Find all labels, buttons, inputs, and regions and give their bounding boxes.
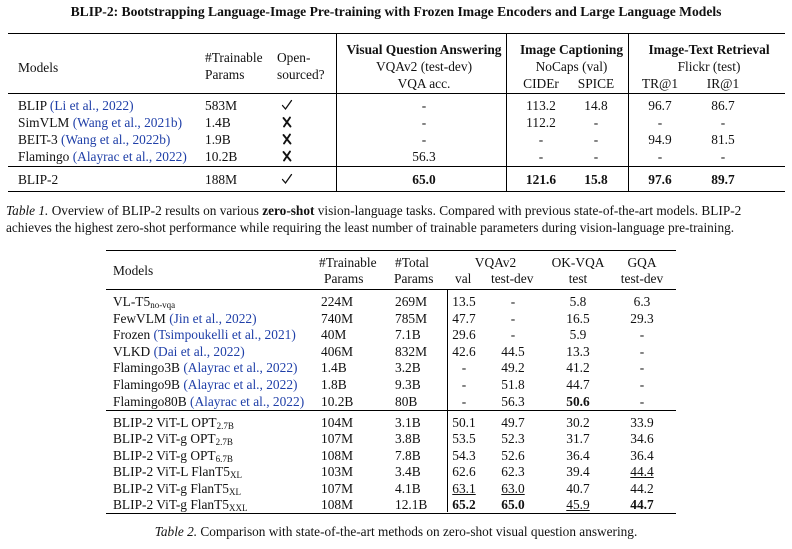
table2-row-model (113, 497, 248, 512)
table2-cell-trainable: 108M (321, 497, 353, 512)
t2-header-models: Models (113, 263, 154, 278)
table1-cell-tr: - (657, 115, 663, 130)
table2-cell-okvqa: 5.8 (569, 294, 587, 309)
table1-cell-params: 188M (205, 172, 237, 187)
table2-cell-testdev: 44.5 (501, 343, 525, 359)
table1-cell-ir: - (720, 115, 726, 130)
model-name: FewVLM (113, 310, 166, 326)
table1-cell-params: 10.2B (205, 149, 238, 164)
table2-cell-trainable: 104M (321, 415, 353, 430)
table1-cell-params: 1.4B (205, 115, 231, 130)
table2-row-model (113, 344, 245, 359)
model-name: BLIP-2 ViT-g FlanT5 (113, 480, 229, 496)
table2-cell-trainable: 107M (321, 480, 353, 496)
table2-cell-val: - (461, 360, 467, 376)
t1-header-open-1: Open- (277, 50, 311, 65)
table2-cell-gqa: 29.3 (630, 310, 654, 326)
table2-top-rule (106, 250, 676, 251)
t1-header-cap-sub: NoCaps (val) (535, 59, 608, 74)
table2-cell-gqa: 33.9 (630, 415, 654, 430)
table2-cell-gqa: 44.7 (630, 497, 654, 512)
table1-cell-tr: 94.9 (648, 132, 672, 147)
table2-cell-val: 42.6 (452, 343, 476, 359)
table2-cell-gqa: - (639, 360, 645, 376)
table2-cell-testdev: 62.3 (501, 464, 525, 480)
table1-row-model (18, 98, 134, 113)
t1-header-vqa-metric: VQA acc. (397, 76, 451, 91)
table2-row-model (113, 448, 233, 463)
table2-cell-total: 832M (395, 343, 427, 359)
model-name: BLIP-2 ViT-g OPT (113, 431, 216, 447)
table2-cell-trainable: 103M (321, 464, 353, 480)
table2-cell-trainable: 740M (321, 310, 353, 326)
t1-header-trainable-1: #Trainable (205, 50, 263, 65)
table2-cell-val: 62.6 (452, 464, 476, 480)
table2-cell-okvqa: 13.3 (566, 343, 590, 359)
table2-row-model (113, 464, 242, 479)
table2-cell-okvqa: 30.2 (566, 415, 590, 430)
table2-cell-total: 9.3B (395, 377, 421, 392)
model-subscript: XL (229, 486, 241, 497)
table1-cell-params: 583M (205, 98, 237, 113)
table1-cell-vqa: 65.0 (412, 172, 436, 187)
t2-header-gqa: GQA (627, 255, 657, 270)
table2-cell-gqa: - (639, 377, 645, 392)
t2-caption-label: Table 2. (154, 524, 198, 539)
table2-cell-trainable: 1.8B (321, 377, 347, 392)
table2-row-model (113, 311, 257, 326)
table2-header-rule (106, 289, 676, 290)
t1-caption-line2: achieves the highest zero-shot performance while requiring the least number of trainable parameters during vision-language pre-training. (6, 220, 735, 235)
table1-cell-cider: - (538, 149, 544, 164)
table2-row-model (113, 327, 296, 342)
t2-header-trainable-1: #Trainable (319, 255, 377, 270)
table2-cell-val: 29.6 (452, 327, 476, 343)
t2-header-trainable-2: Params (324, 271, 364, 286)
t1-header-vqa-sub: VQAv2 (test-dev) (375, 59, 473, 74)
table2-cell-total: 785M (395, 310, 427, 326)
t1-vline-c (628, 34, 629, 191)
model-name: Frozen (113, 327, 151, 343)
table2-cell-total: 12.1B (395, 497, 428, 512)
t1-caption-b: vision-language tasks. Compared with previous state-of-the-art models. BLIP-2 (314, 203, 742, 218)
t1-caption-bold: zero-shot (262, 203, 315, 218)
table2-cell-val: - (461, 393, 467, 409)
t1-header-ir: IR@1 (706, 76, 740, 91)
table2-cell-val: 54.3 (452, 447, 476, 463)
table1-header-rule (8, 93, 785, 94)
table1-cell-cider: 121.6 (525, 172, 557, 187)
model-citation: (Alayrac et al., 2022) (183, 360, 298, 376)
table2-cell-okvqa: 36.4 (566, 447, 590, 463)
table2-cell-testdev: - (510, 327, 516, 343)
table2-cell-testdev: 49.7 (501, 415, 525, 430)
t1-header-ret-sub: Flickr (test) (677, 59, 741, 74)
table2-cell-testdev: 52.3 (501, 431, 525, 447)
check-icon (281, 173, 293, 185)
table2-cell-val: 47.7 (452, 310, 476, 326)
table2-cell-okvqa: 39.4 (566, 464, 590, 480)
table2-cell-trainable: 406M (321, 343, 353, 359)
table1-row-model: BLIP-2 (18, 172, 59, 187)
table1-title: BLIP-2: Bootstrapping Language-Image Pre-training with Frozen Image Encoders and Large Language Models (70, 4, 722, 19)
table2-mid-rule (106, 410, 676, 411)
table2-row-model (113, 394, 304, 409)
model-name: BLIP-2 ViT-g OPT (113, 447, 216, 463)
model-citation: (Alayrac et al., 2022) (183, 377, 298, 392)
t1-header-vqa-group: Visual Question Answering (346, 42, 502, 57)
table2-cell-trainable: 40M (321, 327, 347, 343)
table1-row-model (18, 132, 170, 147)
t2-header-okvqa: OK-VQA (551, 255, 605, 270)
model-subscript: no-vqa (150, 300, 176, 310)
model-citation: (Alayrac et al., 2022) (190, 393, 305, 409)
table2-cell-gqa: 44.4 (630, 464, 654, 480)
model-citation: (Alayrac et al., 2022) (72, 149, 187, 164)
model-name: SimVLM (18, 115, 73, 130)
t1-header-spice: SPICE (577, 76, 615, 91)
table2-cell-total: 3.2B (395, 360, 421, 376)
t2-caption-text: Comparison with state-of-the-art methods on zero-shot visual question answering. (197, 524, 638, 539)
model-name: Flamingo9B (113, 377, 180, 392)
table1-cell-spice: 15.8 (584, 172, 608, 187)
table2-cell-testdev: - (510, 294, 516, 309)
table2-cell-val: 63.1 (452, 480, 476, 496)
t1-header-trainable-2: Params (205, 67, 245, 82)
t1-header-models: Models (18, 60, 59, 75)
table2-caption (0, 523, 792, 540)
t1-caption-a: Overview of BLIP-2 results on various (48, 203, 263, 218)
model-subscript: 2.7B (215, 437, 233, 448)
table2-cell-trainable: 10.2B (321, 393, 354, 409)
table1-cell-spice: - (593, 115, 599, 130)
table1-cell-tr: 96.7 (648, 98, 672, 113)
table1-bottom-rule (8, 191, 785, 192)
table2-cell-okvqa: 40.7 (566, 480, 590, 496)
model-subscript: 2.7B (216, 421, 234, 431)
table1-cell-vqa: 56.3 (412, 149, 436, 164)
table2-cell-trainable: 107M (321, 431, 353, 447)
model-citation: (Jin et al., 2022) (169, 310, 257, 326)
table1-cell-ir: 81.5 (711, 132, 735, 147)
cross-icon (281, 133, 293, 145)
table2-cell-val: 53.5 (452, 431, 476, 447)
table2-row-model (113, 415, 234, 430)
model-name: Flamingo (18, 149, 73, 164)
table2-row-model (113, 481, 241, 496)
t2-header-val: val (455, 271, 472, 286)
model-subscript: XL (229, 470, 242, 481)
table2-cell-okvqa: 41.2 (566, 360, 590, 376)
table1-cell-vqa: - (421, 132, 427, 147)
table2-cell-total: 3.8B (395, 431, 421, 447)
table2-cell-gqa: - (639, 327, 645, 343)
table2-cell-trainable: 224M (321, 294, 353, 309)
table2-cell-val: 13.5 (452, 294, 476, 309)
cross-icon (281, 116, 293, 128)
model-name: BLIP-2 ViT-L FlanT5 (113, 464, 230, 480)
table2-cell-gqa: - (639, 343, 645, 359)
table1-cell-cider: 113.2 (526, 98, 556, 113)
table2-cell-gqa: 34.6 (630, 431, 654, 447)
table2-cell-okvqa: 50.6 (566, 393, 590, 409)
t2-header-gqa-testdev: test-dev (620, 271, 664, 286)
table2-row-model (113, 431, 233, 446)
cross-icon (281, 150, 293, 162)
check-icon (281, 99, 293, 111)
t2-header-testdev: test-dev (491, 271, 534, 286)
table1-cell-vqa: - (421, 98, 427, 113)
table2-cell-total: 7.8B (395, 447, 421, 463)
table2-cell-okvqa: 16.5 (566, 310, 590, 326)
table2-cell-gqa: - (639, 393, 645, 409)
table1-cell-ir: 89.7 (711, 172, 735, 187)
model-citation: (Dai et al., 2022) (153, 343, 245, 359)
table1-cell-vqa: - (421, 115, 427, 130)
table2-cell-total: 3.4B (395, 464, 421, 480)
table2-cell-okvqa: 45.9 (566, 497, 590, 512)
table2-row-model (113, 294, 175, 309)
model-subscript: 6.7B (215, 453, 233, 464)
table1-cell-spice: - (593, 149, 599, 164)
table2-cell-testdev: 63.0 (501, 480, 525, 496)
table2-cell-val: 50.1 (452, 415, 476, 430)
model-name: BLIP (18, 98, 50, 113)
table2-cell-gqa: 36.4 (630, 447, 654, 463)
table1-cell-cider: 112.2 (526, 115, 556, 130)
table2-cell-testdev: 56.3 (501, 393, 525, 409)
t1-header-cider: CIDEr (523, 76, 559, 91)
table1-cell-cider: - (538, 132, 544, 147)
table2-cell-val: 65.2 (452, 497, 476, 512)
table1-cell-spice: 14.8 (584, 98, 608, 113)
table2-cell-total: 269M (395, 294, 427, 309)
model-citation: (Tsimpoukelli et al., 2021) (153, 327, 296, 343)
table2-cell-val: - (461, 377, 467, 392)
table2-cell-gqa: 44.2 (630, 480, 654, 496)
table2-cell-total: 7.1B (395, 327, 421, 343)
t2-header-total-2: Params (394, 271, 434, 286)
t1-header-tr: TR@1 (641, 76, 679, 91)
model-citation: (Wang et al., 2021b) (72, 115, 183, 130)
table2-row-model (113, 360, 297, 375)
table2-cell-total: 4.1B (395, 480, 421, 496)
table2-cell-testdev: 51.8 (501, 377, 525, 392)
model-name: VL-T5 (113, 294, 151, 309)
table2-cell-testdev: - (510, 310, 516, 326)
table1-blip2-rule (8, 166, 785, 167)
table2-cell-okvqa: 31.7 (566, 431, 590, 447)
t1-caption-label: Table 1. (6, 203, 49, 218)
model-citation: (Li et al., 2022) (49, 98, 134, 113)
model-name: BLIP-2 ViT-L OPT (113, 415, 217, 430)
table2-cell-gqa: 6.3 (633, 294, 651, 309)
table2-row-model (113, 377, 297, 392)
model-name: BLIP-2 ViT-g FlanT5 (113, 497, 229, 512)
model-name: Flamingo80B (113, 393, 187, 409)
table2-cell-total: 80B (395, 393, 418, 409)
model-citation: (Wang et al., 2022b) (61, 132, 171, 147)
table1-caption (6, 202, 788, 236)
t2-vline (447, 290, 448, 512)
t1-header-cap-group: Image Captioning (519, 42, 624, 57)
table1-cell-tr: 97.6 (648, 172, 672, 187)
table1-cell-params: 1.9B (205, 132, 231, 147)
t1-vline-a (336, 34, 337, 191)
table2-bottom-rule (106, 513, 676, 514)
table2-cell-testdev: 65.0 (501, 497, 525, 512)
table2-cell-okvqa: 44.7 (566, 377, 590, 392)
model-name: VLKD (113, 343, 151, 359)
model-name: BEIT-3 (18, 132, 62, 147)
t2-header-vqav2: VQAv2 (474, 255, 517, 270)
model-subscript: XXL (229, 503, 248, 513)
table2-cell-testdev: 52.6 (501, 447, 525, 463)
table1-cell-ir: - (720, 149, 726, 164)
table2-cell-total: 3.1B (395, 415, 421, 430)
table1-row-model (18, 115, 182, 130)
table2-cell-trainable: 1.4B (321, 360, 347, 376)
table1-top-rule (8, 33, 785, 34)
table1-cell-tr: - (657, 149, 663, 164)
table2-cell-okvqa: 5.9 (569, 327, 587, 343)
table2-cell-testdev: 49.2 (501, 360, 525, 376)
table2-cell-trainable: 108M (321, 447, 353, 463)
t2-header-test: test (568, 271, 588, 286)
table1-cell-ir: 86.7 (711, 98, 735, 113)
table1-row-model (18, 149, 187, 164)
table1-cell-spice: - (593, 132, 599, 147)
model-name: Flamingo3B (113, 360, 180, 376)
t1-header-ret-group: Image-Text Retrieval (648, 42, 770, 57)
t1-header-open-2: sourced? (277, 67, 325, 82)
t1-vline-b (506, 34, 507, 191)
t2-header-total-1: #Total (395, 255, 430, 270)
